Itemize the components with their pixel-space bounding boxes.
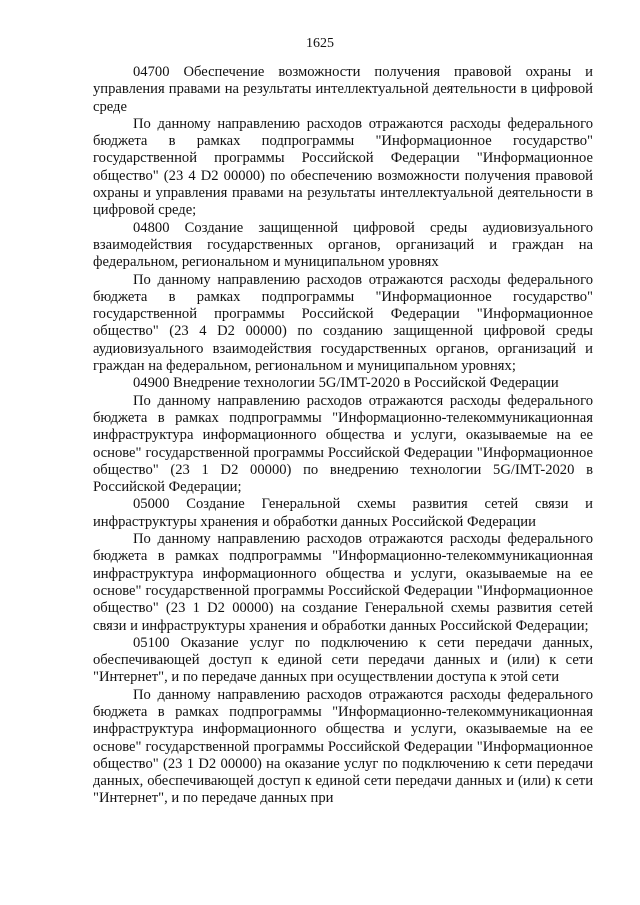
paragraph-05100-heading: 05100 Оказание услуг по подключению к сети передачи данных, обеспечивающей доступ к единой сети передачи данных и (или) к сети "Интернет", и по передаче данных при осуществлении доступа к этой сети — [93, 634, 593, 686]
paragraph-04900-heading: 04900 Внедрение технологии 5G/IMT-2020 в Российской Федерации — [133, 375, 559, 392]
paragraph-04700-heading: 04700 Обеспечение возможности получения правовой охраны и управления правами на результаты интеллектуальной деятельности в цифровой среде — [93, 64, 593, 115]
paragraph-05000-heading: 05000 Создание Генеральной схемы развития сетей связи и инфраструктуры хранения и обработки данных Российской Федерации — [93, 496, 593, 530]
paragraph-05100-description: По данному направлению расходов отражаются расходы федерального бюджета в рамках подпрограммы "Информационно-телекоммуникационная инфраструктура информационного общества и услуги, оказываемые на ее основе" государственной программы Российской Федерации "Информационное общество" (23 1 D2 00000) на оказание услуг по подключению к сети передачи данных, обеспечивающей доступ к единой сети передачи данных и (или) к сети "Интернет", и по передаче данных при — [93, 686, 593, 807]
paragraph-04700-description: По данному направлению расходов отражаются расходы федерального бюджета в рамках подпрограммы "Информационное государство" государственной программы Российской Федерации "Информационное общество" (23 4 D2 00000) по обеспечению возможности получения правовой охраны и управления правами на результаты интеллектуальной деятельности в цифровой среде; — [93, 115, 593, 219]
paragraph-04800-heading: 04800 Создание защищенной цифровой среды аудиовизуального взаимодействия государственных органов, организаций и граждан на федеральном, региональном и муниципальном уровнях — [93, 219, 593, 271]
paragraph-04900-description: По данному направлению расходов отражаются расходы федерального бюджета в рамках подпрограммы "Информационно-телекоммуникационная инфраструктура информационного общества и услуги, оказываемые на ее основе" государственной программы Российской Федерации "Информационное общество" (23 1 D2 00000) по внедрению технологии 5G/IMT-2020 в Российской Федерации; — [93, 392, 593, 496]
paragraph-04800-description: По данному направлению расходов отражаются расходы федерального бюджета в рамках подпрограммы "Информационное государство" государственной программы Российской Федерации "Информационное общество" (23 4 D2 00000) по созданию защищенной цифровой среды аудиовизуального взаимодействия государственных органов, организаций и граждан на федеральном, региональном и муниципальном уровнях; — [93, 271, 593, 375]
paragraph-05000-description: По данному направлению расходов отражаются расходы федерального бюджета в рамках подпрограммы "Информационно-телекоммуникационная инфраструктура информационного общества и услуги, оказываемые на ее основе" государственной программы Российской Федерации "Информационное общество" (23 1 D2 00000) на создание Генеральной схемы развития сетей связи и инфраструктуры хранения и обработки данных Российской Федерации; — [93, 531, 593, 634]
page-number: 1625 — [306, 36, 334, 51]
document-body — [93, 64, 593, 808]
